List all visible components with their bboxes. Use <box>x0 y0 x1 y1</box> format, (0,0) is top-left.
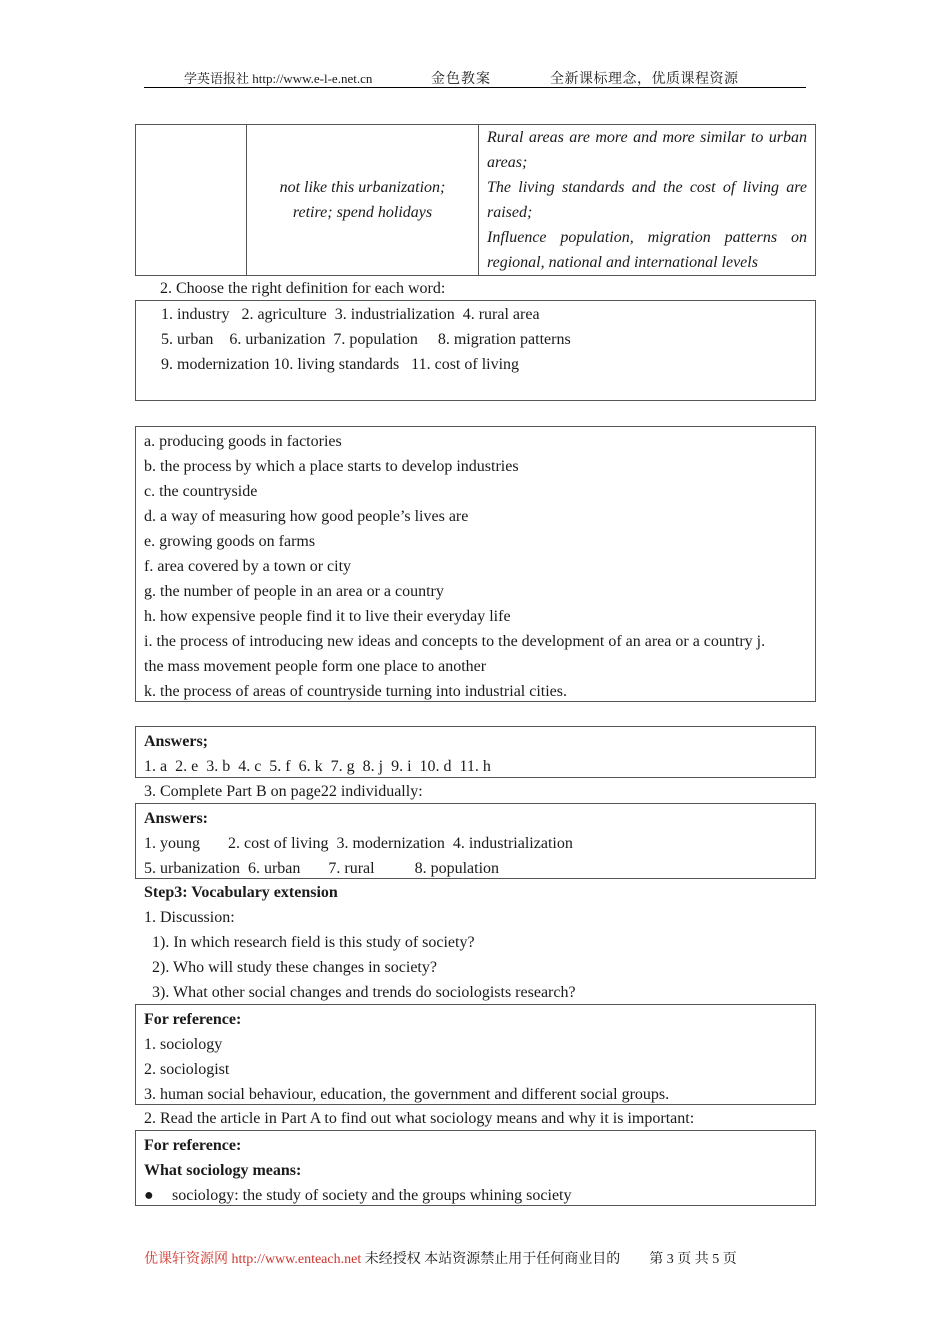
footer-notice: 未经授权 本站资源禁止用于任何商业目的 <box>364 1252 621 1267</box>
word-list-box <box>135 300 816 401</box>
answers-line: 1. young 2. cost of living 3. modernization 4. industrialization <box>144 835 573 852</box>
effects-line: regional, national and international levels <box>487 254 758 271</box>
table-cell-effects <box>479 125 816 276</box>
answers-title: Answers; <box>144 733 208 750</box>
discussion-question: 3). What other social changes and trends do sociologists research? <box>152 984 576 1001</box>
task2-heading: 2. Choose the right definition for each word: <box>160 280 446 297</box>
reference-title: For reference: <box>144 1137 242 1154</box>
definition-item: the mass movement people form one place to another <box>144 658 487 675</box>
answers-box-1 <box>135 726 816 778</box>
reference-line: 2. sociologist <box>144 1061 230 1078</box>
effects-line: Influence population, migration patterns on <box>487 229 807 246</box>
answers-line: 5. urbanization 6. urban 7. rural 8. population <box>144 860 500 877</box>
word-list-line: 5. urban 6. urbanization 7. population 8. migration patterns <box>161 331 571 348</box>
page-header <box>144 66 806 88</box>
word-list-line: 1. industry 2. agriculture 3. industrialization 4. rural area <box>161 306 540 323</box>
answers-line: 1. a 2. e 3. b 4. c 5. f 6. k 7. g 8. j 9. i 10. d 11. h <box>144 758 491 775</box>
header-site: 学英语报社 http://www.e-l-e.net.cn <box>184 71 373 86</box>
step3-title <box>144 880 338 905</box>
definition-item: i. the process of introducing new ideas and concepts to the development of an area or a country j. <box>144 633 766 650</box>
opinion-line: retire; spend holidays <box>292 204 433 221</box>
answers-box-2 <box>135 803 816 879</box>
reference-box-2 <box>135 1130 816 1206</box>
discussion-label: 1. Discussion: <box>144 909 235 926</box>
effects-line: areas; <box>487 154 528 171</box>
table-cell-empty <box>136 125 247 276</box>
reference-line: 3. human social behaviour, education, the government and different social groups. <box>144 1086 670 1103</box>
reference-subtitle: What sociology means: <box>144 1162 302 1179</box>
step3-title-text: Step3: Vocabulary extension <box>144 884 338 901</box>
word-list-line: 9. modernization 10. living standards 11. cost of living <box>161 356 520 373</box>
reference-title: For reference: <box>144 1011 242 1028</box>
definition-item: g. the number of people in an area or a country <box>144 583 444 600</box>
effects-line: raised; <box>487 204 533 221</box>
task3-heading: 3. Complete Part B on page22 individually: <box>144 783 423 800</box>
footer-page-number: 第 3 页 共 5 页 <box>649 1252 737 1267</box>
bullet-icon: ● <box>144 1187 154 1204</box>
effects-line: Rural areas are more and more similar to urban <box>487 129 807 146</box>
definition-item: k. the process of areas of countryside turning into industrial cities. <box>144 683 568 700</box>
footer-site: 优课轩资源网 http://www.enteach.net <box>144 1252 362 1267</box>
table-cell-opinion <box>247 125 479 276</box>
definition-item: e. growing goods on farms <box>144 533 316 550</box>
header-right: 全新课标理念，优质课程资源 <box>550 72 739 87</box>
effects-line: The living standards and the cost of living are <box>487 179 807 196</box>
task-read-heading: 2. Read the article in Part A to find out what sociology means and why it is important: <box>144 1110 695 1127</box>
header-middle: 金色教案 <box>431 72 491 87</box>
urbanization-table <box>135 124 816 276</box>
reference-bullet-text: sociology: the study of society and the groups whining society <box>172 1187 572 1204</box>
definition-item: h. how expensive people find it to live their everyday life <box>144 608 511 625</box>
reference-line: 1. sociology <box>144 1036 223 1053</box>
page-footer <box>144 1248 737 1268</box>
definition-item: c. the countryside <box>144 483 258 500</box>
discussion-question: 1). In which research field is this study of society? <box>152 934 475 951</box>
discussion-question: 2). Who will study these changes in society? <box>152 959 437 976</box>
definition-item: f. area covered by a town or city <box>144 558 352 575</box>
definition-item: d. a way of measuring how good people’s lives are <box>144 508 469 525</box>
opinion-line: not like this urbanization; <box>279 179 446 196</box>
answers-title: Answers: <box>144 810 208 827</box>
reference-box-1 <box>135 1004 816 1105</box>
definition-item: a. producing goods in factories <box>144 433 342 450</box>
definitions-box <box>135 426 816 702</box>
definition-item: b. the process by which a place starts to develop industries <box>144 458 519 475</box>
